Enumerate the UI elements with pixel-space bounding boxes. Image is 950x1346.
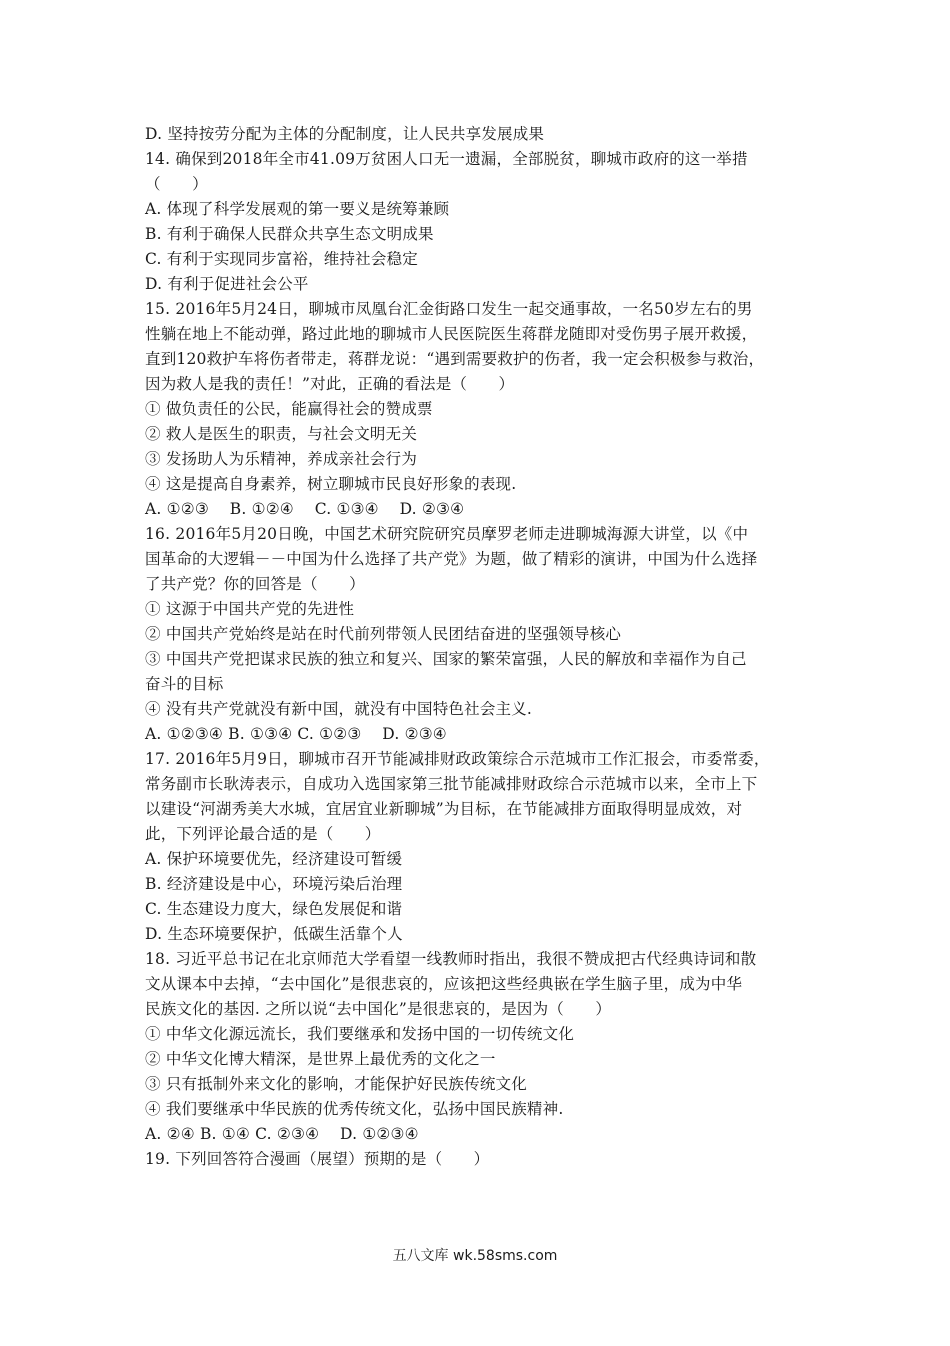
text-line: C. 有利于实现同步富裕，维持社会稳定 <box>145 250 418 268</box>
text-line: 17. 2016年5月9日，聊城市召开节能减排财政政策综合示范城市工作汇报会，市委常委， <box>145 750 770 768</box>
text-line: ④ 没有共产党就没有新中国，就没有中国特色社会主义. <box>145 700 533 718</box>
text-line: ③ 只有抵制外来文化的影响，才能保护好民族传统文化 <box>145 1075 527 1093</box>
text-line: 此，下列评论最合适的是（ ） <box>145 825 381 843</box>
text-line: 以建设“河湖秀美大水城，宜居宜业新聊城”为目标，在节能减排方面取得明显成效，对 <box>145 800 743 818</box>
text-line: 19. 下列回答符合漫画（展望）预期的是（ ） <box>145 1150 490 1168</box>
text-line: B. 有利于确保人民群众共享生态文明成果 <box>145 225 434 243</box>
text-line: A. ①②③④ B. ①③④ C. ①②③ D. ②③④ <box>145 725 447 743</box>
text-line: 15. 2016年5月24日，聊城市凤凰台汇金街路口发生一起交通事故，一名50岁左右的男 <box>145 300 753 318</box>
text-line: ② 中华文化博大精深，是世界上最优秀的文化之一 <box>145 1050 496 1068</box>
text-line: ② 中国共产党始终是站在时代前列带领人民团结奋进的坚强领导核心 <box>145 625 622 643</box>
question-text <box>145 122 815 1172</box>
text-line: B. 经济建设是中心，环境污染后治理 <box>145 875 403 893</box>
text-line: A. ①②③ B. ①②④ C. ①③④ D. ②③④ <box>145 500 465 518</box>
text-line: 16. 2016年5月20日晚，中国艺术研究院研究员摩罗老师走进聊城海源大讲堂，以《中 <box>145 525 749 543</box>
text-line: 性躺在地上不能动弹，路过此地的聊城市人民医院医生蒋群龙随即对受伤男子展开救援， <box>145 325 758 343</box>
text-line: 因为救人是我的责任！”对此，正确的看法是（ ） <box>145 375 515 393</box>
text-line: ② 救人是医生的职责，与社会文明无关 <box>145 425 418 443</box>
text-line: ① 这源于中国共产党的先进性 <box>145 600 355 618</box>
text-line: 奋斗的目标 <box>145 675 224 693</box>
text-line: 常务副市长耿涛表示，自成功入选国家第三批节能减排财政综合示范城市以来，全市上下 <box>145 775 758 793</box>
page-footer: 五八文库 wk.58sms.com <box>392 1248 558 1264</box>
text-line: 14. 确保到2018年全市41.09万贫困人口无一遗漏，全部脱贫，聊城市政府的这一举措 <box>145 150 748 168</box>
text-line: D. 有利于促进社会公平 <box>145 275 309 293</box>
text-line: 了共产党？你的回答是（ ） <box>145 575 365 593</box>
text-line: 18. 习近平总书记在北京师范大学看望一线教师时指出，我很不赞成把古代经典诗词和散 <box>145 950 757 968</box>
text-line: 直到120救护车将伤者带走，蒋群龙说：“遇到需要救护的伤者，我一定会积极参与救治， <box>145 350 765 368</box>
text-line: D. 生态环境要保护，低碳生活靠个人 <box>145 925 403 943</box>
text-line: D. 坚持按劳分配为主体的分配制度，让人民共享发展成果 <box>145 125 545 143</box>
text-line: A. 体现了科学发展观的第一要义是统筹兼顾 <box>145 200 450 218</box>
text-line: 国革命的大逻辑－－中国为什么选择了共产党》为题，做了精彩的演讲，中国为什么选择 <box>145 550 758 568</box>
text-line: C. 生态建设力度大，绿色发展促和谐 <box>145 900 403 918</box>
text-line: A. 保护环境要优先，经济建设可暂缓 <box>145 850 403 868</box>
text-line: 文从课本中去掉，“去中国化”是很悲哀的，应该把这些经典嵌在学生脑子里，成为中华 <box>145 975 743 993</box>
text-line: ③ 发扬助人为乐精神，养成亲社会行为 <box>145 450 418 468</box>
text-line: A. ②④ B. ①④ C. ②③④ D. ①②③④ <box>145 1125 419 1143</box>
text-line: 民族文化的基因. 之所以说“去中国化”是很悲哀的，是因为（ ） <box>145 1000 612 1018</box>
text-line: ④ 这是提高自身素养，树立聊城市民良好形象的表现. <box>145 475 517 493</box>
text-line: （ ） <box>145 175 208 193</box>
text-line: ① 中华文化源远流长，我们要继承和发扬中国的一切传统文化 <box>145 1025 575 1043</box>
text-line: ① 做负责任的公民，能赢得社会的赞成票 <box>145 400 433 418</box>
text-line: ③ 中国共产党把谋求民族的独立和复兴、国家的繁荣富强，人民的解放和幸福作为自己 <box>145 650 747 668</box>
text-line: ④ 我们要继承中华民族的优秀传统文化，弘扬中国民族精神. <box>145 1100 564 1118</box>
